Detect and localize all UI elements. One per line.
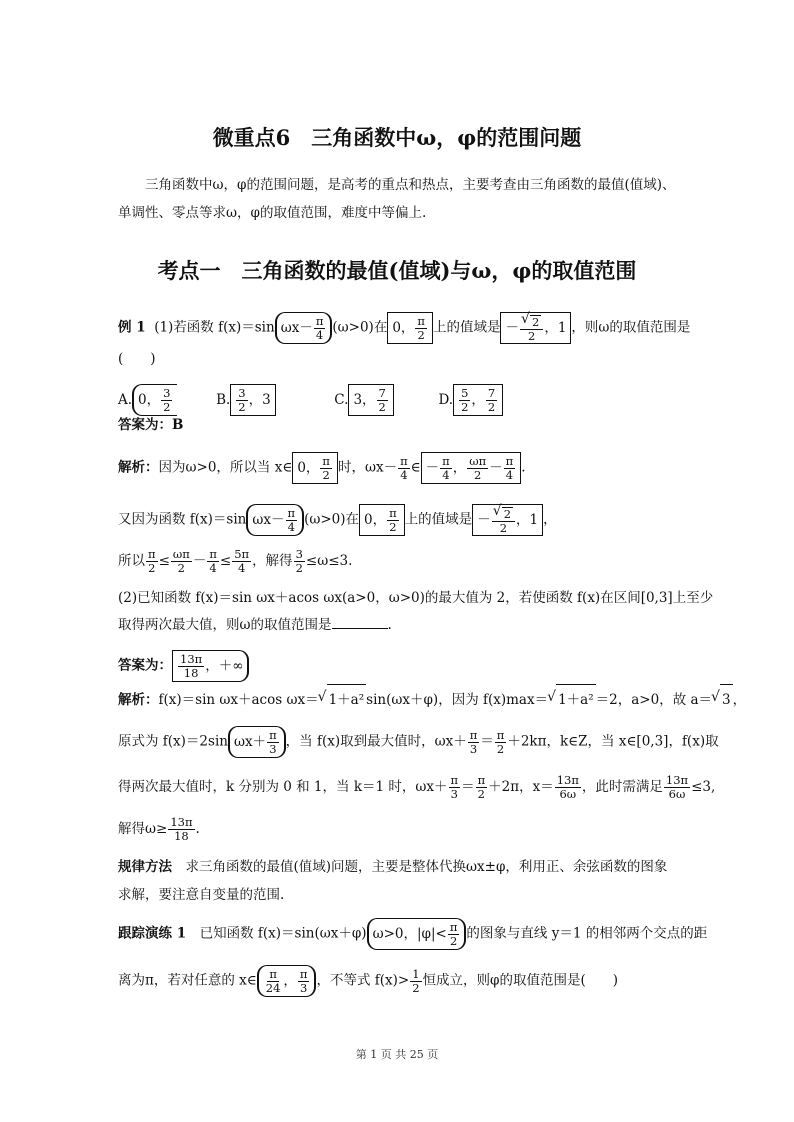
method-label: 规律方法	[118, 859, 172, 875]
analysis-2-line-1: 解析：f(x)＝sin ωx＋acos ωx＝√ 1＋a² sin(ωx＋φ)，因为 f(x)max＝√ 1＋a² ＝2，a>0，故 a＝√ 3 ，	[118, 684, 684, 715]
intro-line-1: 三角函数中ω，φ的范围问题，是高考的重点和热点，主要考查由三角函数的最值(值域)、	[145, 177, 676, 193]
analysis-line-3: 所以 $\frac{\pi}{2}$ ≤ $\frac{\omega\pi}{2}$ － $\frac{\pi}{4}$ ≤ $\frac{5\pi}{4}$ ，解得 $\frac{3}{2}$ ≤ω≤3.	[118, 547, 353, 575]
section-title: 考点一 三角函数的最值(值域)与ω，φ的取值范围	[157, 258, 637, 283]
paren-group: ωx－ $\frac{\pi}{4}$	[275, 312, 333, 344]
answer-paren: ( )	[118, 351, 156, 367]
track-line-2: 离为π，若对任意的 x∈ $\frac{\pi}{24}$ ， $\frac{\pi}{3}$ ，不等式 f(x)> $\frac{1}{2}$ 恒成立，则φ的取值范围是( )	[118, 966, 619, 995]
question-2-line-1: (2)已知函数 f(x)＝sin ωx＋acos ωx(a>0，ω>0)的最大值为 2，若使函数 f(x)在区间[0,3]上至少	[118, 590, 714, 606]
answer-1: 答案为：B	[118, 417, 184, 433]
track-label: 跟踪演练 1	[118, 925, 187, 942]
option-a: A. 0， $\frac{3}{2}$	[118, 392, 177, 408]
question-2-line-2: 取得两次最大值，则ω的取值范围是 .	[118, 610, 684, 640]
analysis-line-2: 又因为函数 f(x)＝sin ωx－ $\frac{\pi}{4}$ (ω>0)在 0， $\frac{\pi}{2}$ 上的值域是 － √ $\frac{2}{2}$ ，1 ，	[118, 504, 684, 536]
track-line-1: 跟踪演练 1 已知函数 f(x)＝sin(ωx＋φ) ω>0，|φ|< $\frac{\pi}{2}$ 的图象与直线 y＝1 的相邻两个交点的距	[118, 920, 708, 948]
method-line-1: 规律方法 求三角函数的最值(值域)问题，主要是整体代换ωx±φ，利用正、余弦函数的图象	[118, 859, 668, 875]
analysis-2-line-3: 得两次最大值时，k 分别为 0 和 1，当 k＝1 时，ωx＋ $\frac{\pi}{3}$ ＝ $\frac{\pi}{2}$ ＋2π，x＝ $\frac{13\pi}{6\omega}$ ，此时需满足 $\frac{13\pi}{6\omega}$ ≤3,	[118, 773, 716, 801]
value-range: － √ $\frac{2}{2}$ ，1	[500, 312, 571, 344]
option-b: B. $\frac{3}{2}$ ，3	[216, 392, 276, 408]
page-footer: 第 1 页 共 25 页	[355, 1048, 439, 1061]
option-d: D. $\frac{5}{2}$ ， $\frac{7}{2}$	[438, 392, 503, 408]
page-title: 微重点6 三角函数中ω，φ的范围问题	[212, 125, 582, 150]
example-label: 例 1	[118, 319, 146, 336]
answer-blank[interactable]	[332, 614, 388, 629]
analysis-2-line-2: 原式为 f(x)＝2sin ωx＋ $\frac{\pi}{3}$ ，当 f(x)取到最大值时，ωx＋ $\frac{\pi}{3}$ ＝ $\frac{\pi}{2}$ ＋2kπ，k∈Z，当 x∈[0,3]，f(x)取	[118, 727, 719, 756]
answer-2: 答案为： $\frac{13\pi}{18}$ ，＋∞	[118, 650, 684, 682]
example-1-question: 例 1 (1)若函数 f(x)＝sin ωx－ $\frac{\pi}{4}$ (ω>0)在 0， $\frac{\pi}{2}$ 上的值域是 － √ $\frac{2}{2}$ ，1 ，则ω的取值范围是	[118, 312, 684, 344]
method-line-2: 求解，要注意自变量的范围.	[118, 887, 285, 903]
analysis-line-1: 解析：因为ω>0，所以当 x∈ 0， $\frac{\pi}{2}$ 时，ωx－ $\frac{\pi}{4}$ ∈ － $\frac{\pi}{4}$ ， $\frac{\omega\pi}{2}$ － $\frac{\pi}{4}$ .	[118, 453, 526, 482]
analysis-2-line-4: 解得ω≥ $\frac{13\pi}{18}$ .	[118, 815, 200, 843]
intro-line-2: 单调性、零点等求ω，φ的取值范围，难度中等偏上.	[118, 205, 427, 221]
option-c: C. 3， $\frac{7}{2}$	[334, 392, 394, 408]
interval: 0， $\frac{\pi}{2}$	[387, 312, 433, 344]
